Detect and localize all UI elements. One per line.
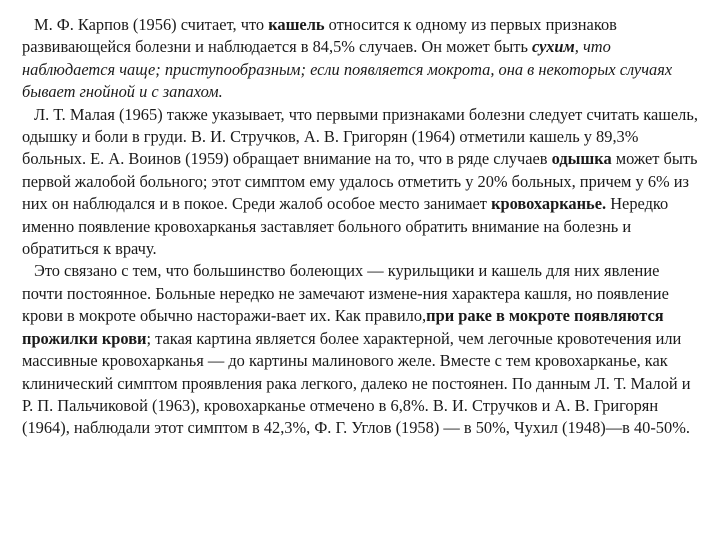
term-blood-streaks: при раке в мокроте появляются прожилки крови xyxy=(22,306,664,348)
text-run: Нередко именно появление кровохарканья заставляет больного обратить внимание на болезнь и обратиться к врачу. xyxy=(22,194,669,259)
paragraph-smokers xyxy=(22,260,702,439)
paragraph-malaya xyxy=(22,104,702,261)
text-run-italic: , что наблюдается чаще; приступообразным; если появляется мокрота, она в некоторых случаях бывает гнойной и с запахом. xyxy=(22,37,673,102)
text-run: может быть первой жалобой больного; этот симптом ему удалось отметить у 20% больных, причем у 6% из них он наблюдался и в покое. Среди жалоб особое место занимает xyxy=(22,149,698,214)
text-run: ; такая картина является более характерной, чем легочные кровотечения или массивные кровохарканья — до картины малинового желе. Вместе с тем кровохарканье, как клинический симптом проявления рака легкого, далеко не постоянен. По данным Л. Т. Малой и Р. П. Пальчиковой (1963), кровохарканье отмечено в 6,8%. В. И. Стручков и А. В. Григорян (1964), наблюдали этот симптом в 42,3%, Ф. Г. Углов (1958) — в 50%, Чухил (1948)—в 40-50%. xyxy=(22,328,691,438)
paragraph-karpov xyxy=(22,14,702,104)
term-dyspnea: одышка xyxy=(551,149,612,169)
text-run: Л. Т. Малая (1965) также указывает, что первыми признаками болезни следует считать кашель, одышку и боли в груди. В. И. Стручков, А. В. Григорян (1964) отметили кашель у 89,3% больных. Е. А. Воинов (1959) обращает внимание на то, что в ряде случаев xyxy=(22,104,698,169)
term-dry: сухим xyxy=(532,37,575,57)
text-run: относится к одному из первых признаков развивающейся болезни и наблюдается в 84,5% случаев. Он может быть xyxy=(22,15,617,57)
text-run: М. Ф. Карпов (1956) считает, что xyxy=(34,15,269,34)
text-run: Это связано с тем, что большинство болеющих — курильщики и кашель для них явление почти постоянное. Больные нередко не замечают измене-ния характера кашля, но появление крови в мокроте обычно насторажи-вает их. Как правило, xyxy=(22,261,669,326)
term-hemoptysis: кровохарканье. xyxy=(491,194,607,214)
term-cough: кашель xyxy=(268,15,325,34)
